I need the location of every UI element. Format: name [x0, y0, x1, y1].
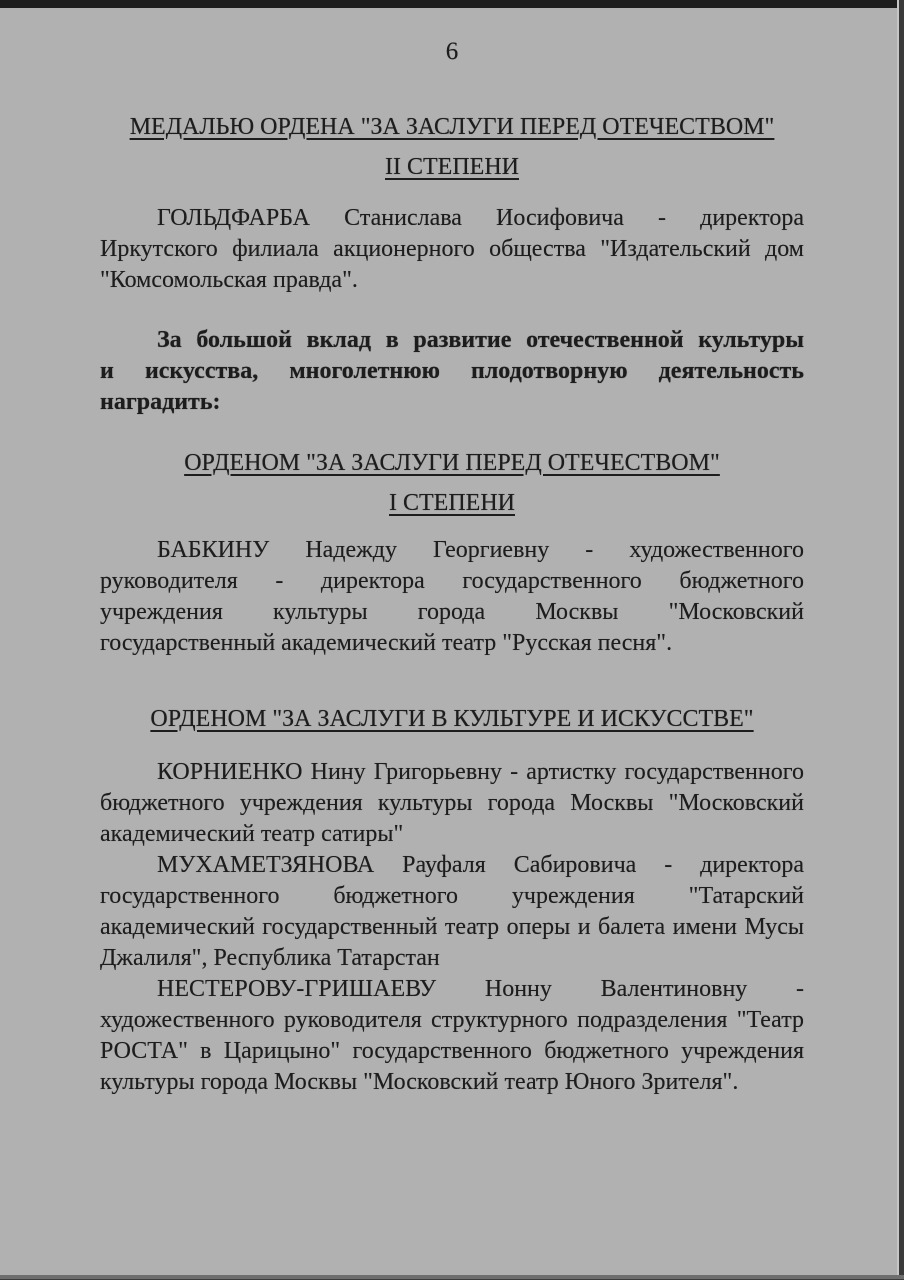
paragraph-babkina: БАБКИНУ Надежду Георгиевну - художественного руководителя - директора государственного бюджетного учреждения культуры города Москвы "Московский государственный академический театр "Русская песня". [100, 537, 804, 656]
scan-edge-top [0, 0, 904, 8]
heading-medal-fatherland-2-line1: МЕДАЛЬЮ ОРДЕНА "ЗА ЗАСЛУГИ ПЕРЕД ОТЕЧЕСТВОМ" [129, 114, 775, 140]
paragraph-nesterova-grishaeva: НЕСТЕРОВУ-ГРИШАЕВУ Нонну Валентиновну - художественного руководителя структурного подразделения "Театр РОСТА" в Царицыно" государственного бюджетного учреждения культуры города Москвы "Московский театр Юного Зрителя". [100, 976, 804, 1095]
paragraph-kornienko: КОРНИЕНКО Нину Григорьевну - артистку государственного бюджетного учреждения культуры города Москвы "Московский академический театр сатиры" [100, 759, 804, 847]
paragraph-mukhametzyanov: МУХАМЕТЗЯНОВА Рауфаля Сабировича - директора государственного бюджетного учреждения "Татарский академический государственный театр оперы и балета имени Мусы Джалиля", Республика Татарстан [100, 852, 804, 971]
document-content [100, 0, 804, 1098]
heading-order-culture-art-line: ОРДЕНОМ "ЗА ЗАСЛУГИ В КУЛЬТУРЕ И ИСКУССТВЕ" [150, 706, 754, 732]
page-number: 6 [445, 38, 459, 65]
heading-order-fatherland-1-line1: ОРДЕНОМ "ЗА ЗАСЛУГИ ПЕРЕД ОТЕЧЕСТВОМ" [184, 450, 720, 476]
heading-medal-fatherland-2-line2: II СТЕПЕНИ [385, 154, 519, 180]
paragraph-goldfarb: ГОЛЬДФАРБА Станислава Иосифовича - директора Иркутского филиала акционерного общества "Издательский дом "Комсомольская правда". [100, 205, 804, 293]
heading-order-fatherland-1 [100, 443, 804, 523]
heading-medal-fatherland-2 [100, 107, 804, 187]
scan-edge-right [899, 0, 904, 1280]
heading-order-fatherland-1-line2: I СТЕПЕНИ [389, 490, 515, 516]
paragraph-decree-statement: За большой вклад в развитие отечественной культуры и искусства, многолетнюю плодотворную деятельность наградить: [100, 327, 804, 415]
heading-order-culture-art [100, 699, 804, 739]
scan-edge-bottom [0, 1275, 904, 1280]
